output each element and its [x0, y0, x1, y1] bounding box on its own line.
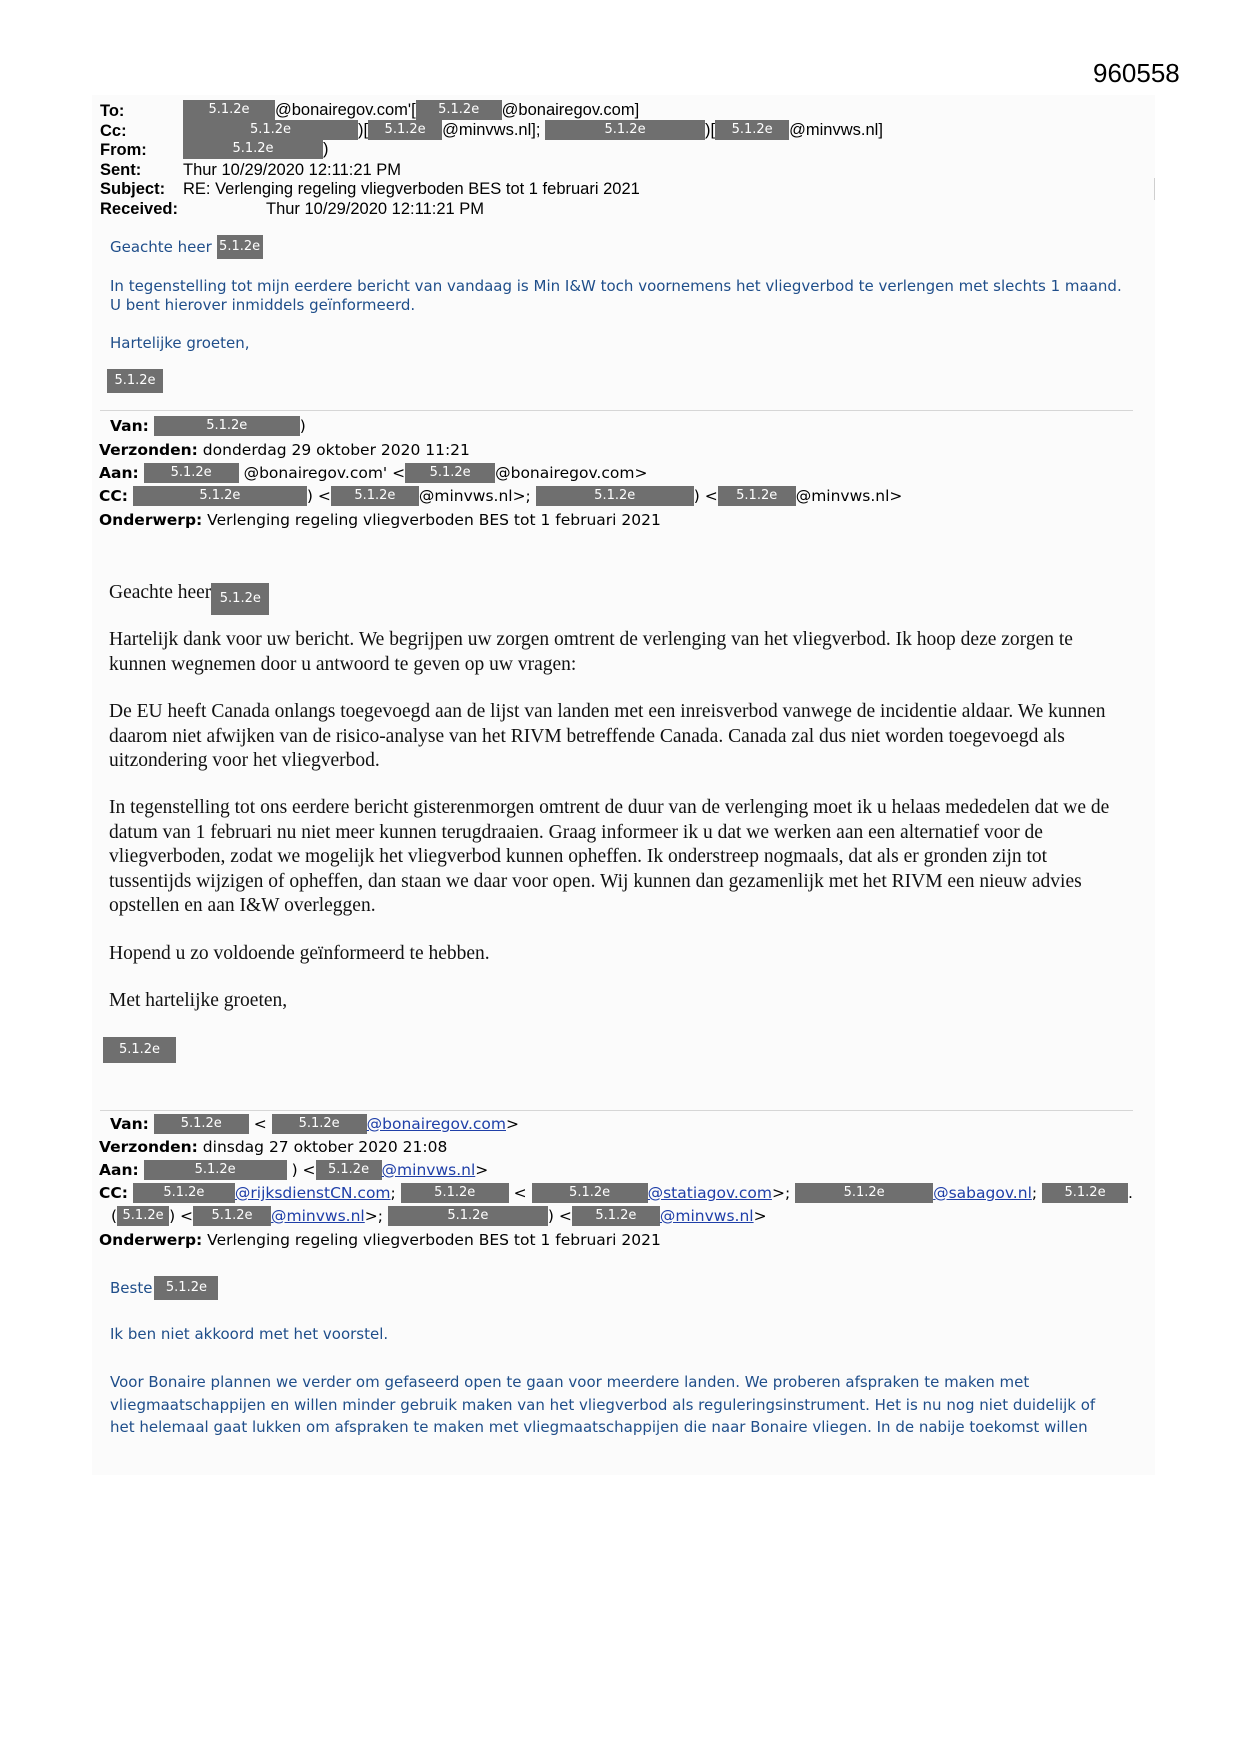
redaction-box: 5.1.2e	[217, 235, 263, 259]
document-id: 960558	[1093, 58, 1180, 88]
redaction-box: 5.1.2e	[405, 463, 495, 483]
hdr3-close-lt: ) <	[169, 1207, 194, 1225]
msg2-paragraph-2: De EU heeft Canada onlangs toegevoegd aan de lijst van landen met een inreisverbod vanwege de incidentie aldaar. We kunnen daarom niet afwijken van de risico-analyse van het RIVM betreffende Canada. Canada zal dus niet worden toegevoegd als uitzondering voor het vliegverbod.	[109, 701, 1106, 771]
redaction-box: 5.1.2e	[331, 486, 419, 506]
hdr3-cc-email-link-4[interactable]: @minvws.nl	[271, 1207, 365, 1225]
redaction-box: 5.1.2e	[193, 1206, 271, 1226]
hdr3-lt: <	[253, 1115, 267, 1133]
subject-row	[100, 179, 165, 199]
hdr3-cc-email-link-1[interactable]: @rijksdienstCN.com	[234, 1184, 391, 1202]
cc-text-1: )[	[358, 121, 369, 139]
hdr3-cc-email-link-3[interactable]: @sabagov.nl	[933, 1184, 1032, 1202]
hdr3-van-email-link[interactable]: @bonairegov.com	[366, 1115, 506, 1133]
msg1-signature	[107, 369, 163, 393]
sent-row	[100, 160, 141, 180]
msg2-paragraph-4: Hopend u zo voldoende geïnformeerd te hebben.	[109, 943, 490, 964]
hdr2-cc-text-1: ) <	[306, 487, 331, 505]
hdr2-onderwerp-row	[99, 510, 661, 530]
hdr2-verzonden-value: donderdag 29 oktober 2020 11:21	[202, 441, 470, 459]
redaction-box: 5.1.2e	[572, 1206, 660, 1226]
redaction-box: 5.1.2e	[107, 369, 163, 393]
redaction-box: 5.1.2e	[388, 1206, 548, 1226]
to-row	[100, 101, 124, 121]
msg3-paragraph-1: Ik ben niet akkoord met het voorstel.	[110, 1325, 389, 1343]
redaction-box: 5.1.2e	[133, 1183, 235, 1203]
msg2-greeting	[109, 581, 269, 615]
redaction-box: 5.1.2e	[133, 486, 307, 506]
scroll-divider	[1154, 178, 1155, 200]
hdr2-onderwerp-label: Onderwerp:	[99, 511, 203, 529]
hdr3-close-lt: ) <	[547, 1207, 572, 1225]
redaction-box: 5.1.2e	[401, 1183, 509, 1203]
hdr3-cc-row-2	[111, 1206, 767, 1226]
msg3-line-3: het helemaal gaat lukken om afspraken te maken met vliegmaatschappijen die naar Bonaire vliegen. In de nabije toekomst willen	[110, 1418, 1088, 1436]
redaction-box: 5.1.2e	[144, 1160, 287, 1180]
msg2-greeting-text: Geachte heer	[109, 582, 212, 603]
msg3-paragraph-2	[110, 1371, 1095, 1439]
to-text-1: @bonairegov.com'[	[275, 101, 416, 119]
hdr3-onderwerp-value: Verlenging regeling vliegverboden BES tot 1 februari 2021	[207, 1231, 661, 1249]
redaction-box: 5.1.2e	[103, 1037, 176, 1063]
hdr2-aan-row	[99, 463, 647, 483]
redaction-box: 5.1.2e	[154, 1114, 249, 1134]
redaction-box: 5.1.2e	[272, 1114, 367, 1134]
hdr3-gt: >	[506, 1115, 519, 1133]
cc-text-4: @minvws.nl]	[789, 121, 883, 139]
hdr3-gt: >	[753, 1207, 767, 1225]
hdr3-cc-label: CC:	[99, 1184, 128, 1202]
hdr3-open-paren: (	[111, 1207, 118, 1225]
msg3-greeting	[110, 1279, 218, 1300]
msg2-signature	[103, 1037, 176, 1063]
hdr3-aan-label: Aan:	[99, 1161, 139, 1179]
hdr3-van-label: Van:	[110, 1115, 149, 1133]
hdr3-semi: ;	[1031, 1184, 1038, 1202]
redaction-box: 5.1.2e	[532, 1183, 648, 1203]
from-value	[183, 139, 329, 159]
redaction-box: 5.1.2e	[316, 1160, 382, 1180]
redaction-box: 5.1.2e	[144, 463, 239, 483]
hdr2-cc-text-2: @minvws.nl>;	[418, 487, 531, 505]
redaction-box: 5.1.2e	[183, 100, 275, 120]
redaction-box: 5.1.2e	[718, 486, 796, 506]
to-label: To:	[100, 102, 125, 120]
msg2-paragraph-1: Hartelijk dank voor uw bericht. We begrijpen uw zorgen omtrent de verlenging van het vliegverbod. Ik hoop deze zorgen te kunnen wegnemen door u antwoord te geven op uw vragen:	[109, 629, 1073, 675]
hdr3-semi: ;	[390, 1184, 396, 1202]
hdr2-aan-text-2: @bonairegov.com>	[495, 464, 648, 482]
redaction-box: 5.1.2e	[416, 100, 502, 120]
hdr3-cc-email-link-5[interactable]: @minvws.nl	[659, 1207, 754, 1225]
msg1-closing: Hartelijke groeten,	[110, 334, 250, 352]
received-value: Thur 10/29/2020 12:11:21 PM	[266, 200, 485, 218]
subject-label: Subject:	[100, 180, 166, 198]
subject-value: RE: Verlenging regeling vliegverboden BES tot 1 februari 2021	[183, 180, 640, 198]
hdr2-aan-label: Aan:	[99, 464, 139, 482]
cc-text-3: )[	[705, 121, 716, 139]
hdr2-van-suffix: )	[299, 417, 306, 435]
redaction-box: 5.1.2e	[183, 120, 358, 140]
redaction-box: 5.1.2e	[183, 139, 323, 159]
hdr2-cc-label: CC:	[99, 487, 128, 505]
received-label: Received:	[100, 200, 178, 218]
redaction-box: 5.1.2e	[1042, 1183, 1128, 1203]
from-row	[100, 140, 147, 160]
msg1-greeting-text: Geachte heer	[110, 238, 212, 256]
cc-value	[183, 120, 883, 140]
hdr3-cc-email-link-2[interactable]: @statiagov.com	[647, 1184, 772, 1202]
hdr3-van-row	[110, 1114, 519, 1134]
hdr3-verzonden-value: dinsdag 27 oktober 2020 21:08	[202, 1138, 448, 1156]
hdr3-lt: <	[513, 1184, 527, 1202]
hdr3-gt-semi: >;	[364, 1207, 383, 1225]
redaction-box: 5.1.2e	[368, 120, 442, 140]
hdr2-verzonden-label: Verzonden:	[99, 441, 198, 459]
hdr3-onderwerp-label: Onderwerp:	[99, 1231, 203, 1249]
msg1-body: In tegenstelling tot mijn eerdere bericht van vandaag is Min I&W toch voornemens het vliegverbod te verlengen met slechts 1 maand. U bent hierover inmiddels geïnformeerd.	[110, 277, 1122, 314]
hdr3-aan-text: ) <	[291, 1161, 316, 1179]
separator-line	[100, 1110, 1133, 1111]
from-text: )	[323, 140, 329, 158]
redaction-box: 5.1.2e	[795, 1183, 933, 1203]
hdr3-semi-gt: >;	[771, 1184, 791, 1202]
redaction-box: 5.1.2e	[211, 583, 269, 615]
redaction-box: 5.1.2e	[545, 120, 705, 140]
hdr3-cc-row	[99, 1183, 1133, 1203]
sent-label: Sent:	[100, 161, 142, 179]
hdr2-onderwerp-value: Verlenging regeling vliegverboden BES tot 1 februari 2021	[207, 511, 661, 529]
cc-row	[100, 121, 127, 141]
hdr3-aan-email-link[interactable]: @minvws.nl	[381, 1161, 476, 1179]
hdr3-onderwerp-row	[99, 1230, 661, 1250]
separator-line	[100, 410, 1133, 411]
msg3-line-2: vliegmaatschappijen en willen minder gebruik maken van het vliegverbod als reguleringsinstrument. Het is nu nog niet duidelijk of	[110, 1395, 1096, 1414]
from-label: From:	[100, 141, 147, 159]
hdr2-cc-row	[99, 486, 902, 506]
hdr2-cc-text-4: @minvws.nl>	[795, 487, 903, 505]
redaction-box: 5.1.2e	[536, 486, 694, 506]
msg2-closing: Met hartelijke groeten,	[109, 990, 288, 1011]
hdr3-gt: >	[475, 1161, 489, 1179]
redaction-box: 5.1.2e	[154, 1276, 218, 1300]
cc-text-2: @minvws.nl];	[442, 121, 541, 139]
hdr3-aan-row	[99, 1160, 488, 1180]
to-value	[183, 100, 639, 120]
hdr2-cc-text-3: ) <	[693, 487, 718, 505]
msg2-paragraph-3: In tegenstelling tot ons eerdere bericht gisterenmorgen omtrent de duur van de verlenging moet ik u helaas mededelen dat we de datum van 1 februari nu niet meer kunnen terugdraaien. Graag informeer ik u dat we werken aan een alternatief voor de vliegverboden, zodat we mogelijk het vliegverbod kunnen opheffen. Ik onderstreep nogmaals, dat als er gronden zijn tot tussentijds wijzigen of opheffen, dan staan we daar voor open. Wij kunnen dan gezamenlijk met het RIVM een nieuw advies opstellen en aan I&W overleggen.	[109, 797, 1110, 916]
msg3-greeting-text: Beste	[110, 1279, 153, 1297]
to-text-2: @bonairegov.com]	[501, 101, 640, 119]
redaction-box: 5.1.2e	[715, 120, 789, 140]
sent-value: Thur 10/29/2020 12:11:21 PM	[183, 161, 402, 179]
cc-label: Cc:	[100, 122, 127, 140]
hdr2-aan-text-1: @bonairegov.com' <	[243, 464, 406, 482]
hdr3-dot: .	[1128, 1184, 1133, 1202]
redaction-box: 5.1.2e	[154, 416, 300, 436]
redaction-box: 5.1.2e	[117, 1206, 169, 1226]
hdr2-van-label: Van:	[110, 417, 149, 435]
hdr3-verzonden-row	[99, 1137, 447, 1157]
received-row	[100, 199, 178, 219]
msg3-line-1: Voor Bonaire plannen we verder om gefaseerd open te gaan voor meerdere landen. We proberen afspraken te maken met	[110, 1373, 1030, 1391]
hdr2-van-row	[110, 416, 306, 436]
msg1-greeting	[110, 238, 263, 259]
hdr3-verzonden-label: Verzonden:	[99, 1138, 198, 1156]
hdr2-verzonden-row	[99, 440, 470, 460]
